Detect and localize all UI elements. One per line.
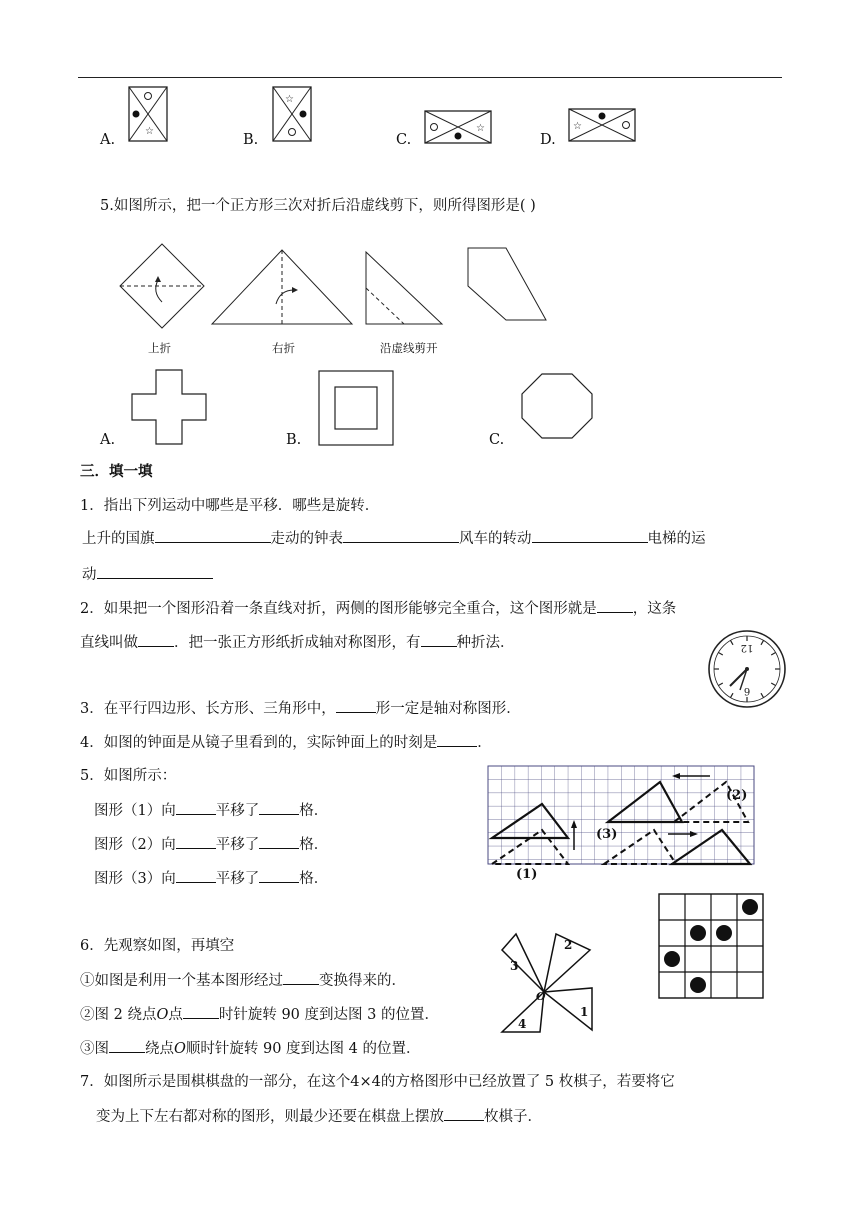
f4-text-a: 4．如图的钟面是从镜子里看到的，实际钟面上的时刻是: [80, 735, 438, 751]
f1-blank4[interactable]: [97, 564, 213, 579]
f5-row2-mid: 平移了: [215, 837, 260, 853]
translation-grid-figure: [488, 766, 756, 882]
f3-blank[interactable]: [336, 698, 376, 713]
f5-row2-end: 格．: [299, 837, 329, 853]
blade-number-4: 4: [518, 1017, 527, 1031]
q5-option-c-octagon: [520, 372, 594, 440]
q5-option-b-frame: [318, 370, 394, 446]
top-rule: [78, 77, 782, 78]
go-stone: [690, 925, 706, 941]
f6-blank3[interactable]: [109, 1038, 145, 1053]
f5-row1-mid: 平移了: [215, 803, 260, 819]
f1-blank1[interactable]: [155, 528, 271, 543]
f5-row3-label: 图形（3）向: [94, 871, 176, 887]
f6-line3: [80, 1038, 421, 1059]
q4-option-a-label: A.: [100, 132, 116, 148]
section-heading: 三．填一填: [80, 463, 153, 480]
f1-item4-cont: 动: [82, 567, 97, 583]
q4-option-c-label: C.: [396, 132, 412, 148]
f1-blank3[interactable]: [532, 528, 648, 543]
f2-text1-end: ，这条: [632, 601, 677, 617]
f1-blank2[interactable]: [343, 528, 459, 543]
f2-blank3[interactable]: [421, 632, 457, 647]
q5-fold-step3-figure: [364, 250, 444, 326]
blade-number-2: 2: [564, 938, 573, 952]
go-stone: [690, 977, 706, 993]
go-stone: [664, 951, 680, 967]
pinwheel-figure: [500, 932, 594, 1034]
go-stone: [742, 899, 758, 915]
blade-number-3: 3: [510, 959, 519, 973]
f6-prompt: 6．先观察如图，再填空: [80, 938, 235, 954]
f2-text2c: 种折法．: [456, 635, 515, 651]
f5-row1: [94, 800, 328, 821]
q4-option-b-label: B.: [243, 132, 259, 148]
f4-blank[interactable]: [437, 732, 477, 747]
f2-blank1[interactable]: [597, 598, 633, 613]
q5-option-c-label: C.: [489, 432, 505, 448]
f2-text2a: 直线叫做: [80, 635, 138, 651]
q5-option-a-cross: [130, 368, 208, 446]
f6-line2-a: ②图 2 绕点: [80, 1007, 157, 1023]
q4-option-d-figure: [568, 108, 636, 142]
f5-row2-count-blank[interactable]: [259, 834, 299, 849]
f5-row3-mid: 平移了: [215, 871, 260, 887]
clock-numeral-12: 12: [740, 642, 754, 653]
f1-prompt: 1．指出下列运动中哪些是平移．哪些是旋转．: [80, 498, 380, 514]
f5-row2: [94, 834, 328, 855]
f7-line2-b: 枚棋子．: [484, 1109, 542, 1125]
f1-item3: 风车的转动: [459, 531, 532, 547]
f6-line2-b: 点: [168, 1007, 183, 1023]
f3-text-a: 3．在平行四边形、长方形、三角形中，: [80, 701, 336, 717]
f7-line2-a: 变为上下左右都对称的图形，则最少还要在棋盘上摆放: [96, 1109, 444, 1125]
f5-row3-count-blank[interactable]: [259, 868, 299, 883]
pinwheel-center-o: O: [536, 990, 546, 1003]
q4-option-c-figure: [424, 110, 492, 144]
clock-numeral-6: 6: [743, 685, 751, 696]
q5-option-a-label: A.: [100, 432, 116, 448]
q5-cut-piece-figure: [466, 246, 548, 322]
f5-row1-dir-blank[interactable]: [176, 800, 216, 815]
f5-row2-dir-blank[interactable]: [176, 834, 216, 849]
f5-row1-label: 图形（1）向: [94, 803, 176, 819]
q5-step1-caption: 上折: [148, 341, 171, 355]
f1-items-row: [82, 528, 706, 549]
f5-row1-count-blank[interactable]: [259, 800, 299, 815]
q5-fold-step1-figure: [118, 242, 206, 330]
svg-text:☆: ☆: [285, 94, 294, 105]
f1-items-row2: [82, 564, 213, 585]
f5-row3: [94, 868, 328, 889]
f2-blank2[interactable]: [138, 632, 174, 647]
f5-row1-end: 格．: [299, 803, 329, 819]
q4-option-d-label: D.: [540, 132, 556, 148]
f6-line3-c: 顺时针旋转 90 度到达图 4 的位置．: [185, 1041, 421, 1057]
f3-line: [80, 698, 521, 719]
f6-blank1[interactable]: [283, 970, 319, 985]
q5-step3-caption: 沿虚线剪开: [380, 341, 438, 355]
f6-line1: [80, 970, 406, 991]
f1-item4: 电梯的运: [647, 531, 706, 547]
f4-text-b: ．: [477, 735, 492, 751]
grid-label-2: (2): [726, 788, 748, 803]
svg-text:☆: ☆: [573, 121, 582, 132]
f6-line2: [80, 1004, 439, 1025]
mirror-clock-figure: [706, 628, 788, 710]
f2-text2b: ．把一张正方形纸折成轴对称图形，有: [174, 635, 421, 651]
f7-line2: [96, 1106, 542, 1127]
f6-line3-a: ③图: [80, 1041, 109, 1057]
f1-item2: 走动的钟表: [270, 531, 343, 547]
go-stone: [716, 925, 732, 941]
f6-line2-c: 时针旋转 90 度到达图 3 的位置．: [218, 1007, 439, 1023]
svg-text:☆: ☆: [476, 123, 485, 134]
grid-label-1: (1): [516, 867, 538, 882]
f3-text-b: 形一定是轴对称图形．: [375, 701, 521, 717]
f6-blank2[interactable]: [183, 1004, 219, 1019]
f6-line1-b: 变换得来的．: [319, 973, 406, 989]
go-board-figure: [658, 893, 764, 999]
f5-row2-label: 图形（2）向: [94, 837, 176, 853]
f6-line1-a: ①如图是利用一个基本图形经过: [80, 973, 283, 989]
q5-option-b-label: B.: [286, 432, 302, 448]
f5-row3-dir-blank[interactable]: [176, 868, 216, 883]
blade-number-1: 1: [580, 1005, 589, 1019]
q5-step2-caption: 右折: [272, 341, 295, 355]
f4-line: [80, 732, 492, 753]
f1-item1: 上升的国旗: [82, 531, 155, 547]
f2-text1: 2．如果把一个图形沿着一条直线对折，两侧的图形能够完全重合，这个图形就是: [80, 601, 597, 617]
q5-fold-step2-figure: [210, 248, 354, 326]
f7-line1: 7．如图所示是围棋棋盘的一部分，在这个4×4的方格图形中已经放置了 5 枚棋子，若要将它: [80, 1074, 675, 1090]
grid-label-3: (3): [596, 827, 618, 842]
svg-text:☆: ☆: [145, 126, 154, 137]
f5-prompt: 5．如图所示：: [80, 768, 177, 784]
f2-line2: [80, 632, 515, 653]
f5-row3-end: 格．: [299, 871, 329, 887]
q4-option-b-figure: [272, 86, 312, 142]
q4-option-a-figure: [128, 86, 168, 142]
f7-blank[interactable]: [444, 1106, 484, 1121]
f6-line3-point: O: [174, 1041, 186, 1057]
f2-line1: [80, 598, 676, 619]
f6-line2-point: O: [156, 1007, 169, 1023]
q5-question: 5.如图所示，把一个正方形三次对折后沿虚线剪下，则所得图形是( ): [100, 198, 536, 214]
f6-line3-b: 绕点: [145, 1041, 174, 1057]
